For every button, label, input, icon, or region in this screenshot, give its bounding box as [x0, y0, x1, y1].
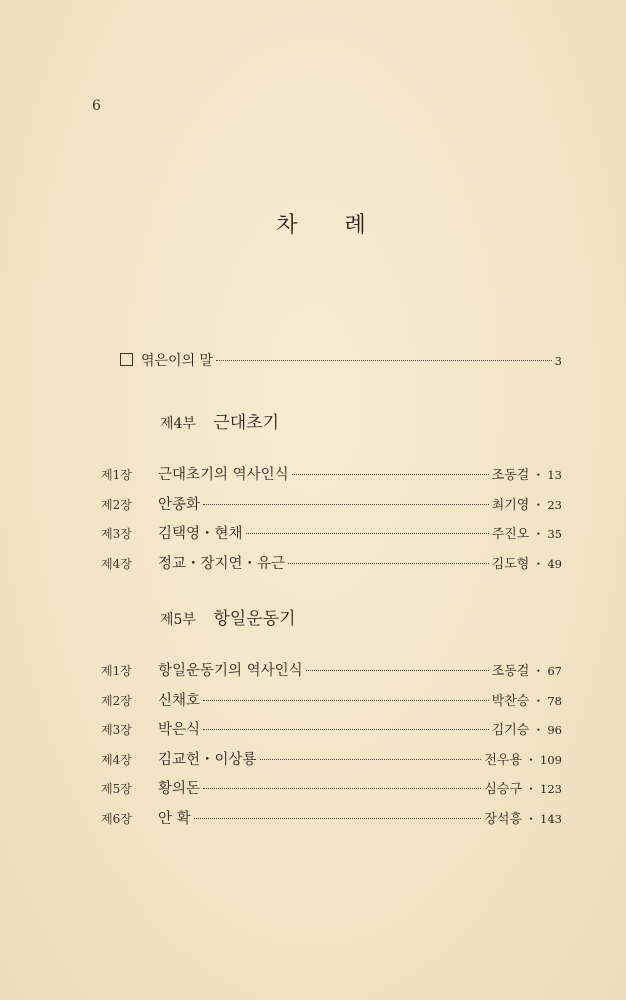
- chapter-title: 박은식: [158, 722, 201, 738]
- bullet-separator: ・: [532, 664, 545, 678]
- chapter-list: [101, 659, 562, 836]
- dot-leader: [194, 818, 482, 819]
- chapter-row: [101, 689, 562, 719]
- chapter-title: 신채호: [158, 692, 201, 709]
- dot-leader: [203, 700, 489, 701]
- chapter-row: [101, 522, 562, 552]
- chapter-title: 정교・장지연・유근: [158, 555, 286, 572]
- preface-label: 엮은이의 말: [141, 353, 214, 369]
- dot-leader: [292, 474, 489, 475]
- chapter-author: 최기영: [491, 497, 530, 513]
- chapter-title: 근대초기의 역사인식: [158, 467, 289, 483]
- preface-page: 3: [554, 354, 562, 368]
- part-title: 근대초기: [213, 413, 280, 433]
- chapter-author: 주진오: [491, 527, 530, 542]
- chapter-label: 제4장: [101, 752, 132, 767]
- chapter-page: 123: [540, 782, 562, 796]
- preface-entry: [120, 350, 562, 370]
- bullet-separator: ・: [532, 556, 545, 571]
- chapter-author: 박찬승: [491, 693, 530, 709]
- page-number: 6: [92, 98, 101, 114]
- chapter-label: 제5장: [101, 782, 132, 796]
- chapter-label: 제3장: [101, 527, 132, 541]
- chapter-author: 조동걸: [491, 664, 530, 679]
- chapter-author: 김기승: [491, 723, 530, 738]
- bullet-separator: ・: [525, 782, 538, 796]
- bullet-separator: ・: [532, 527, 545, 541]
- chapter-row: [101, 748, 562, 778]
- chapter-label: 제1장: [101, 664, 132, 678]
- part-label: 제5부: [160, 612, 196, 628]
- chapter-page: 23: [547, 497, 562, 512]
- dot-leader: [246, 533, 489, 534]
- bullet-separator: ・: [525, 811, 538, 826]
- chapter-label: 제4장: [101, 556, 132, 571]
- bullet-separator: ・: [525, 752, 538, 767]
- chapter-label: 제2장: [101, 497, 132, 512]
- chapter-author: 장석흥: [484, 811, 523, 827]
- square-bullet-icon: [120, 353, 133, 366]
- chapter-page: 13: [547, 468, 562, 482]
- chapter-title: 황의돈: [158, 781, 201, 797]
- dot-leader: [203, 504, 489, 505]
- part-label: 제4부: [160, 416, 196, 432]
- chapter-author: 전우용: [484, 752, 523, 768]
- dot-leader: [203, 729, 489, 730]
- chapter-page: 78: [547, 693, 562, 708]
- bullet-separator: ・: [532, 693, 545, 708]
- chapter-title: 안 확: [158, 810, 191, 827]
- bullet-separator: ・: [532, 468, 545, 482]
- chapter-row: [101, 718, 562, 748]
- chapter-page: 35: [547, 527, 562, 541]
- bullet-separator: ・: [532, 497, 545, 512]
- dot-leader: [288, 563, 489, 564]
- bullet-separator: ・: [532, 723, 545, 737]
- chapter-page: 67: [547, 664, 562, 678]
- chapter-row: [101, 777, 562, 807]
- chapter-author: 조동걸: [491, 468, 530, 483]
- chapter-title: 안종화: [158, 496, 201, 513]
- chapter-label: 제3장: [101, 723, 132, 737]
- chapter-page: 143: [540, 811, 562, 826]
- chapter-row: [101, 463, 562, 493]
- chapter-title: 김택영・현채: [158, 526, 243, 542]
- part-heading: [160, 408, 279, 433]
- chapter-page: 49: [547, 556, 562, 571]
- chapter-title: 김교헌・이상룡: [158, 751, 257, 768]
- chapter-row: [101, 659, 562, 689]
- chapter-label: 제1장: [101, 468, 132, 482]
- chapter-row: [101, 493, 562, 523]
- chapter-page: 96: [547, 723, 562, 737]
- chapter-label: 제2장: [101, 693, 132, 708]
- dot-leader: [216, 360, 552, 361]
- chapter-row: [101, 807, 562, 837]
- page-title: 차 례: [276, 213, 386, 238]
- chapter-author: 심승구: [484, 782, 523, 797]
- dot-leader: [306, 670, 489, 671]
- chapter-row: [101, 552, 562, 582]
- chapter-list: [101, 463, 562, 581]
- chapter-label: 제6장: [101, 811, 132, 826]
- part-heading: [160, 604, 296, 629]
- dot-leader: [260, 759, 482, 760]
- dot-leader: [203, 788, 481, 789]
- chapter-title: 항일운동기의 역사인식: [158, 663, 303, 679]
- part-title: 항일운동기: [213, 609, 296, 629]
- chapter-page: 109: [540, 752, 562, 767]
- chapter-author: 김도형: [491, 556, 530, 572]
